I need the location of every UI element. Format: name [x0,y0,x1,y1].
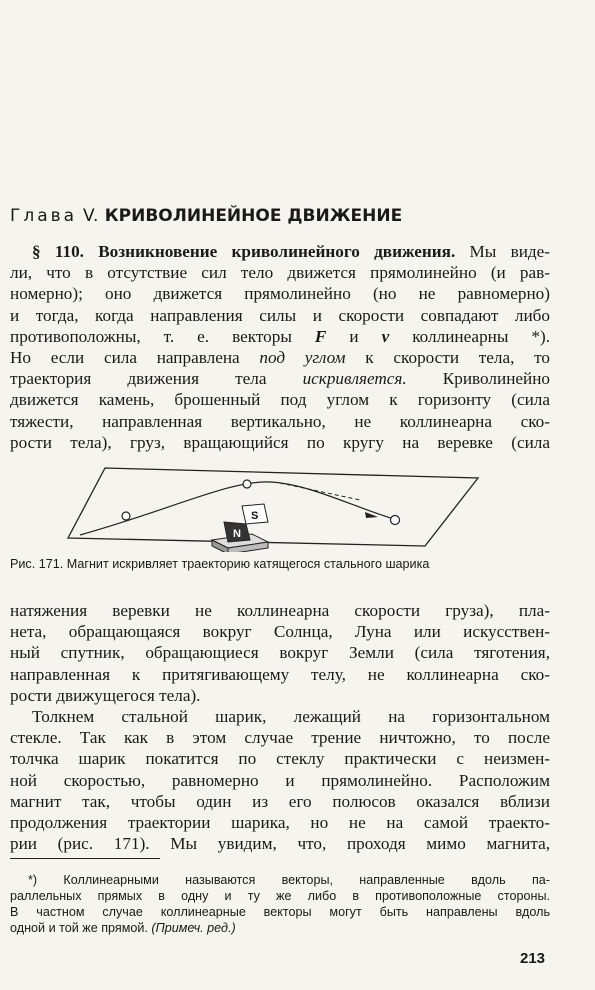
footnote-line: раллельных прямых в одну и ту же либо в противоположные стороны. [10,889,550,903]
text-line: направленная к притягивающему телу, не коллинеарна ско- [10,664,550,684]
footnote-line: В частном случае коллинеарные векторы могут быть направлены вдоль [10,905,550,919]
text-line: толчка шарик покатится по стеклу практически с неизмен- [10,749,550,769]
pole-n-label: N [233,528,241,540]
ball-left [122,512,130,520]
editor-note: (Примеч. ред.) [151,921,236,935]
paragraph-continued [10,600,550,706]
ball-middle [243,480,251,488]
text-line: ной скоростью, равномерно и прямолинейно. Расположим [10,770,550,790]
text-line: Но если сила направлена под углом к скорости тела, то [10,347,551,367]
text-line: рости движущегося тела). [10,685,201,705]
magnet [212,504,268,552]
text-line: стекле. Так как в этом случае трение ничтожно, то после [10,728,550,748]
text-line: продолжения траектории шарика, но не на самой траекто- [10,812,550,832]
footnote-line: одной и той же прямой. (Примеч. ред.) [10,921,236,935]
text-line: § 110. Возникновение криволинейного движения. Мы виде- [32,242,550,261]
magnet-figure [60,462,480,552]
vector-f: F [314,326,327,346]
footnote [10,872,550,936]
text-line: и тогда, когда направления силы и скорости совпадают либо [10,305,550,325]
text-line: траектория движения тела искривляется. Криволинейно [10,369,551,389]
text-line: нета, обращающаяся вокруг Солнца, Луна или искусствен- [10,622,550,642]
section-heading: § 110. Возникновение криволинейного движения. [32,242,456,261]
footnote-rule [10,858,160,859]
text-line: ли, что в отсутствие сил тело движется прямолинейно (и рав- [10,263,550,283]
text-line: противоположны, т. е. векторы F и v коллинеарны *). [10,326,551,346]
text-line: рости тела), груз, вращающийся по кругу на веревке (сила [10,432,550,452]
chapter-heading [10,206,402,226]
chapter-prefix: Глава [10,206,78,226]
text-line: магнит так, чтобы один из его полюсов оказался вблизи [10,791,550,811]
chapter-number: V. [83,206,99,226]
pole-s-label: S [251,510,259,522]
glass-plate [68,468,478,546]
section-paragraph [10,241,550,453]
ball-start [391,516,400,525]
text-line: натяжения веревки не коллинеарна скорости груза), пла- [10,601,550,620]
chapter-title: КРИВОЛИНЕЙНОЕ ДВИЖЕНИЕ [104,206,403,226]
footnote-line: *) Коллинеарными называются векторы, направленные вдоль па- [28,873,550,887]
text-line: Толкнем стальной шарик, лежащий на горизонтальном [32,707,550,726]
figure-caption: Рис. 171. Магнит искривляет траекторию катящегося стального шарика [10,557,430,571]
paragraph-experiment [10,706,550,854]
italic-under-angle: под углом [259,347,346,367]
italic-curves: искривляется. [302,369,407,389]
text-line: номерно); оно движется прямолинейно (но не равномерно) [10,284,550,304]
text-line: ный спутник, обращающиеся вокруг Земли (сила тяготения, [10,643,550,663]
page-number: 213 [520,950,546,967]
text-line: рии (рис. 171). Мы увидим, что, проходя мимо магнита, [10,834,550,854]
text-line: движется камень, брошенный под углом к горизонту (сила [10,390,550,410]
text-line: тяжести, направленная вертикально, не коллинеарна ско- [10,411,550,431]
vector-v: v [381,326,390,346]
